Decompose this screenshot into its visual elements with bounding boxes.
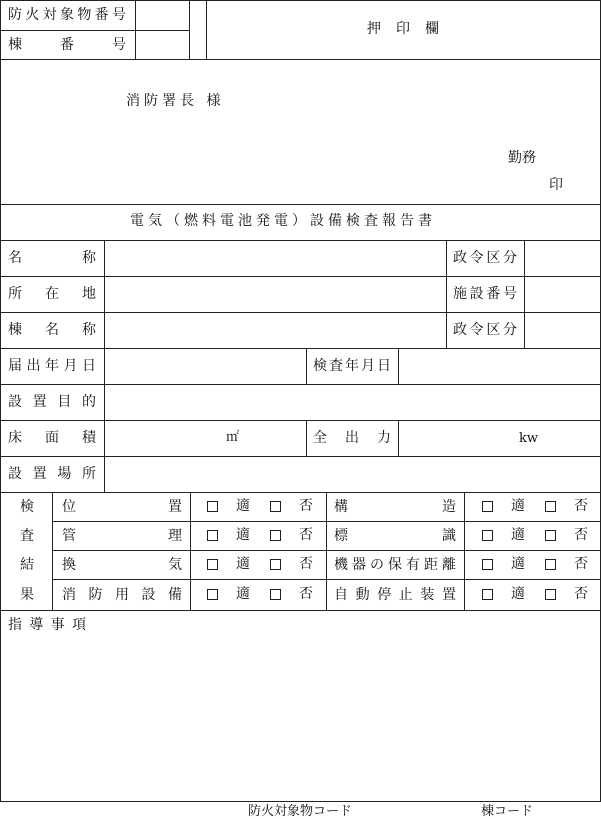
- installation-purpose-field[interactable]: [105, 385, 600, 420]
- fire-chief-addressee: 消防署長 様: [126, 93, 225, 109]
- inspection-item-label: 機 器 の 保 有 距 離: [334, 557, 456, 573]
- suitability-checks: [207, 499, 313, 513]
- suitable-label: 適: [511, 586, 525, 602]
- suitable-label: 適: [236, 498, 250, 514]
- inspection-result-heading-char: 検: [20, 499, 34, 515]
- section-divider: [1, 59, 600, 60]
- unsuitable-label: 否: [299, 586, 313, 602]
- row-line: [1, 492, 600, 493]
- notification-date-label: 届 出 年 月 日: [8, 358, 96, 374]
- unsuitable-checkbox[interactable]: [270, 501, 281, 512]
- unsuitable-checkbox[interactable]: [545, 501, 556, 512]
- unsuitable-label: 否: [574, 586, 588, 602]
- suitable-checkbox[interactable]: [207, 530, 218, 541]
- inspection-item-label: 構 造: [334, 499, 456, 515]
- building-name-label: 棟 名 称: [8, 322, 96, 338]
- suitable-label: 適: [236, 586, 250, 602]
- unsuitable-checkbox[interactable]: [545, 559, 556, 570]
- header-divider: [189, 1, 190, 59]
- result-row-line: [52, 579, 600, 580]
- installation-purpose-label: 設 置 目 的: [8, 394, 96, 410]
- guidance-field[interactable]: [1, 611, 600, 800]
- suitable-label: 適: [236, 527, 250, 543]
- area-unit: ㎡: [226, 430, 240, 445]
- unsuitable-label: 否: [574, 556, 588, 572]
- unsuitable-checkbox[interactable]: [270, 559, 281, 570]
- suitable-checkbox[interactable]: [207, 559, 218, 570]
- unsuitable-label: 否: [299, 527, 313, 543]
- notification-date-field[interactable]: [105, 349, 306, 384]
- location-label: 所 在 地: [8, 286, 96, 302]
- inspection-item-label: 標 識: [334, 528, 456, 544]
- facility-number-label: 施 設 番 号: [453, 286, 517, 302]
- inspection-result-heading-char: 査: [20, 528, 34, 544]
- result-row-line: [52, 521, 600, 522]
- right-label-divider: [446, 240, 447, 348]
- guidance-label: 指 導 事 項: [8, 617, 86, 633]
- inspection-item-label: 消 防 用 設 備: [62, 587, 182, 603]
- location-field[interactable]: [105, 277, 446, 312]
- seal-mark: 印: [549, 177, 563, 193]
- unsuitable-label: 否: [299, 498, 313, 514]
- suitability-checks: [207, 528, 313, 542]
- suitability-checks: [207, 557, 313, 571]
- result-divider: [464, 492, 465, 610]
- building-number-field[interactable]: [136, 31, 189, 59]
- facility-number-field[interactable]: [525, 277, 600, 312]
- total-output-label: 全 出 力: [313, 430, 391, 446]
- unsuitable-label: 否: [574, 527, 588, 543]
- suitable-checkbox[interactable]: [207, 589, 218, 600]
- ordinance-division-label: 政 令 区 分: [453, 250, 517, 266]
- ordinance-division-field[interactable]: [525, 241, 600, 276]
- installation-place-label: 設 置 場 所: [8, 466, 96, 482]
- suitable-checkbox[interactable]: [482, 501, 493, 512]
- suitability-checks: [482, 557, 588, 571]
- suitability-checks: [482, 528, 588, 542]
- name-label: 名 称: [8, 250, 96, 266]
- duty-label: 勤務: [508, 150, 536, 166]
- suitability-checks: [207, 587, 313, 601]
- suitable-checkbox[interactable]: [482, 589, 493, 600]
- suitable-label: 適: [511, 556, 525, 572]
- inspection-date-field[interactable]: [399, 349, 600, 384]
- seal-column-label: 押 印 欄: [367, 21, 439, 37]
- floor-area-label: 床 面 積: [8, 430, 96, 446]
- output-unit: kw: [519, 431, 539, 446]
- inspection-item-label: 自 動 停 止 装 置: [334, 587, 456, 603]
- result-heading-divider: [52, 492, 53, 610]
- result-divider: [326, 492, 327, 610]
- inspection-item-label: 管 理: [62, 528, 182, 544]
- unsuitable-label: 否: [574, 498, 588, 514]
- result-divider: [190, 492, 191, 610]
- suitability-checks: [482, 499, 588, 513]
- unsuitable-label: 否: [299, 556, 313, 572]
- ordinance-division-label: 政 令 区 分: [453, 322, 517, 338]
- section-divider: [1, 204, 600, 205]
- inspection-result-heading-char: 果: [20, 587, 34, 603]
- target-number-field[interactable]: [136, 1, 189, 30]
- seal-column-area[interactable]: [207, 1, 600, 59]
- inspection-item-label: 換 気: [62, 557, 182, 573]
- inspection-date-label: 検 査 年 月 日: [313, 358, 391, 374]
- suitable-label: 適: [511, 498, 525, 514]
- suitable-label: 適: [236, 556, 250, 572]
- suitable-checkbox[interactable]: [482, 559, 493, 570]
- target-number-label: 防 火 対 象 物 番 号: [8, 7, 126, 23]
- unsuitable-checkbox[interactable]: [545, 530, 556, 541]
- unsuitable-checkbox[interactable]: [270, 589, 281, 600]
- mid-divider: [306, 348, 307, 384]
- unsuitable-checkbox[interactable]: [545, 589, 556, 600]
- document-title: 電気（燃料電池発電）設備検査報告書: [130, 213, 436, 229]
- installation-place-field[interactable]: [105, 457, 600, 492]
- building-name-field[interactable]: [105, 313, 446, 348]
- name-field[interactable]: [105, 241, 446, 276]
- unsuitable-checkbox[interactable]: [270, 530, 281, 541]
- floor-area-field[interactable]: [105, 421, 306, 456]
- suitable-label: 適: [511, 527, 525, 543]
- inspection-result-heading-char: 結: [20, 557, 34, 573]
- suitable-checkbox[interactable]: [482, 530, 493, 541]
- suitable-checkbox[interactable]: [207, 501, 218, 512]
- building-code-label: 棟コード: [481, 804, 534, 819]
- target-code-label: 防火対象物コード: [248, 804, 353, 819]
- total-output-field[interactable]: [399, 421, 600, 456]
- inspection-item-label: 位 置: [62, 499, 182, 515]
- ordinance-division-field[interactable]: [525, 313, 600, 348]
- suitability-checks: [482, 587, 588, 601]
- result-row-line: [52, 550, 600, 551]
- building-number-label: 棟 番 号: [8, 37, 126, 53]
- mid-divider: [306, 420, 307, 456]
